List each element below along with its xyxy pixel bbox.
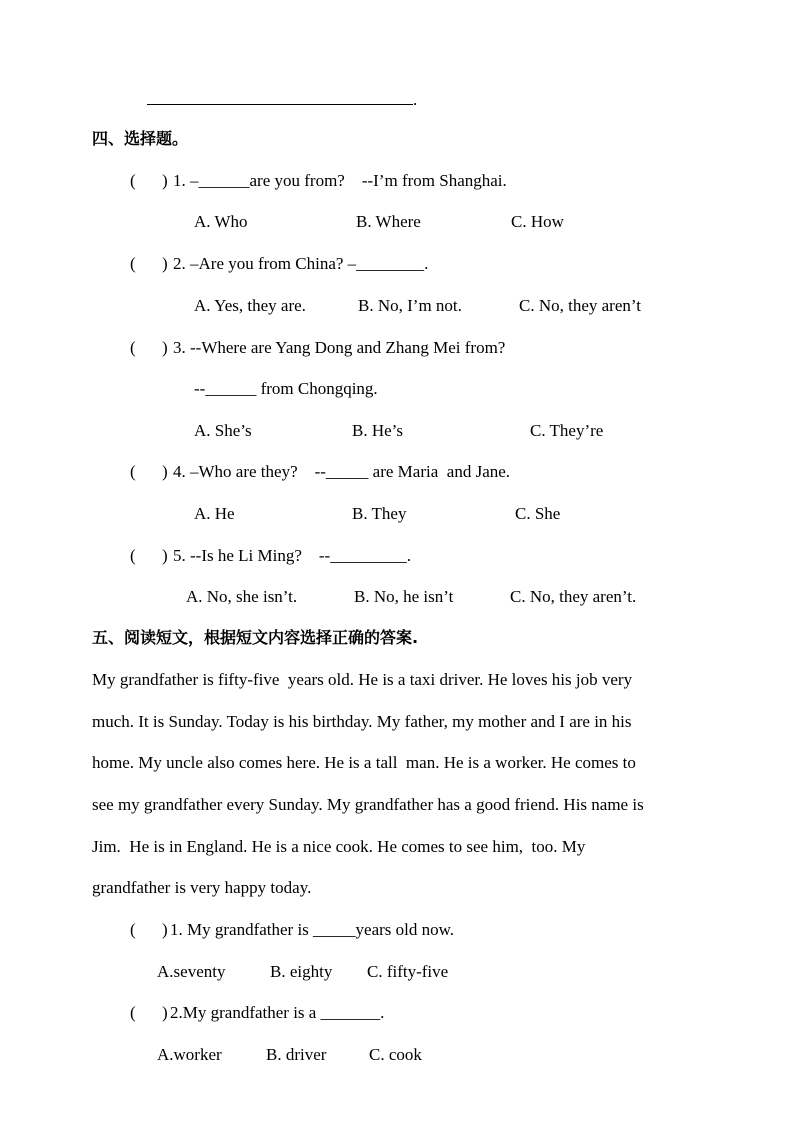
q4-3-paren-close: ) (162, 338, 168, 357)
passage-line: Jim. He is in England. He is a nice cook. He comes to see him, too. My (92, 837, 586, 856)
r-1-option-a: A.seventy (157, 962, 226, 981)
section-4-title: 四、选择题。 (92, 129, 189, 148)
q4-1-stem: 1. –______are you from? --I’m from Shanghai. (173, 171, 507, 190)
q4-2-option-b: B. No, I’m not. (358, 296, 462, 315)
passage-line: grandfather is very happy today. (92, 878, 312, 897)
q4-4-stem: 4. –Who are they? --_____ are Maria and Jane. (173, 462, 511, 481)
q4-2-paren-close: ) (162, 254, 168, 273)
answer-line-period: . (413, 90, 418, 109)
q4-4-paren-close: ) (162, 462, 168, 481)
q4-1-option-b: B. Where (356, 212, 421, 231)
r-2-option-a: A.worker (157, 1045, 222, 1064)
q4-5-stem: 5. --Is he Li Ming? --_________. (173, 546, 411, 565)
answer-blank-line (147, 104, 413, 105)
q4-2-paren-open: ( (130, 254, 136, 273)
q4-2-option-c: C. No, they aren’t (519, 296, 641, 315)
section-5-title: 五、阅读短文，根据短文内容选择正确的答案. (92, 628, 419, 647)
q4-5-option-b: B. No, he isn’t (354, 587, 454, 606)
r-2-option-b: B. driver (266, 1045, 327, 1064)
passage-line: home. My uncle also comes here. He is a tall man. He is a worker. He comes to (92, 753, 636, 772)
q4-4-option-b: B. They (352, 504, 407, 523)
r-1-paren-open: ( (130, 920, 136, 939)
q4-5-paren-open: ( (130, 546, 136, 565)
q4-1-option-a: A. Who (194, 212, 248, 231)
passage-line: much. It is Sunday. Today is his birthday. My father, my mother and I are in his (92, 712, 632, 731)
q4-1-option-c: C. How (511, 212, 564, 231)
r-1-paren-close: ) (162, 920, 168, 939)
q4-2-option-a: A. Yes, they are. (194, 296, 306, 315)
q4-4-option-a: A. He (194, 504, 235, 523)
r-2-paren-close: ) (162, 1003, 168, 1022)
q4-5-option-c: C. No, they aren’t. (510, 587, 637, 606)
q4-2-stem: 2. –Are you from China? –________. (173, 254, 429, 273)
r-2-stem: 2.My grandfather is a _______. (170, 1003, 385, 1022)
q4-5-option-a: A. No, she isn’t. (186, 587, 298, 606)
q4-3-option-c: C. They’re (530, 421, 604, 440)
q4-3-stem: 3. --Where are Yang Dong and Zhang Mei from? (173, 338, 506, 357)
passage-line: see my grandfather every Sunday. My grandfather has a good friend. His name is (92, 795, 644, 814)
r-1-option-b: B. eighty (270, 962, 333, 981)
q4-4-option-c: C. She (515, 504, 561, 523)
q4-1-paren-open: ( (130, 171, 136, 190)
q4-5-paren-close: ) (162, 546, 168, 565)
r-2-paren-open: ( (130, 1003, 136, 1022)
r-2-option-c: C. cook (369, 1045, 422, 1064)
q4-3-stem-response: --______ from Chongqing. (194, 379, 378, 398)
passage-line: My grandfather is fifty-five years old. He is a taxi driver. He loves his job very (92, 670, 633, 689)
q4-1-paren-close: ) (162, 171, 168, 190)
r-1-stem: 1. My grandfather is _____years old now. (170, 920, 455, 939)
q4-3-paren-open: ( (130, 338, 136, 357)
r-1-option-c: C. fifty-five (367, 962, 449, 981)
q4-4-paren-open: ( (130, 462, 136, 481)
q4-3-option-a: A. She’s (194, 421, 252, 440)
q4-3-option-b: B. He’s (352, 421, 403, 440)
